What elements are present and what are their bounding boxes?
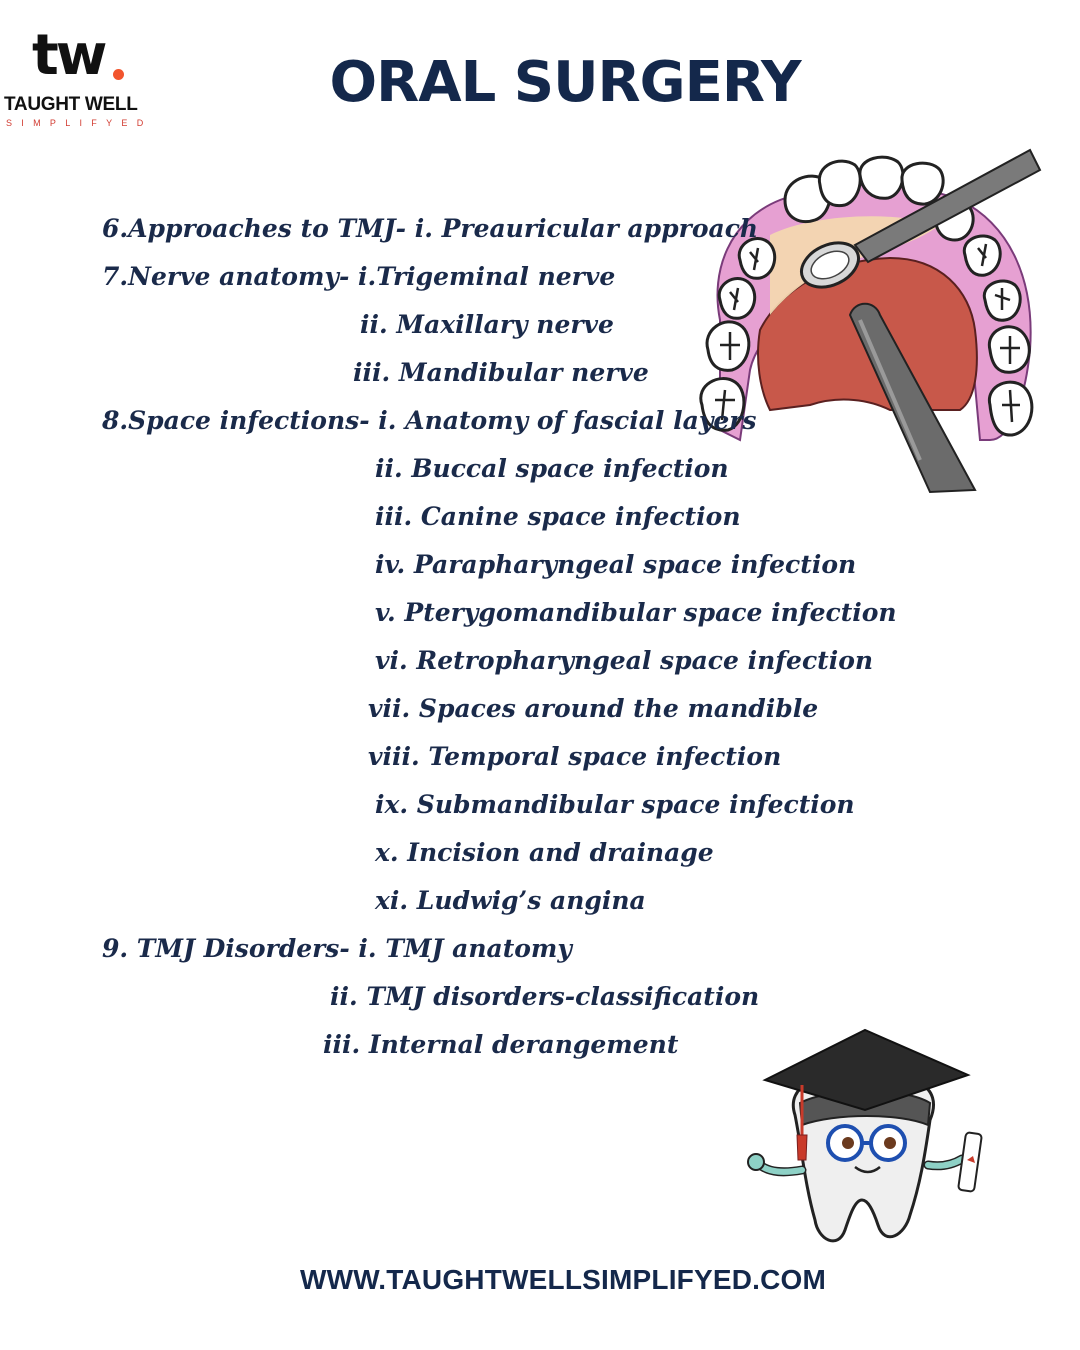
subtopic-line: viii. Temporal space infection	[368, 742, 782, 771]
topic-line-6: 6.Approaches to TMJ- i. Preauricular approach	[102, 214, 759, 243]
subtopic-line: ii. Maxillary nerve	[360, 310, 614, 339]
subtopic-line: v. Pterygomandibular space infection	[375, 598, 897, 627]
subtopic-line: xi. Ludwig’s angina	[375, 886, 646, 915]
subtopic-line: iii. Internal derangement	[323, 1030, 679, 1059]
subtopic-line: vi. Retropharyngeal space infection	[375, 646, 874, 675]
dental-arch-illustration	[690, 140, 1050, 500]
logo-name: TAUGHT WELL	[4, 94, 138, 115]
topic-line-9: 9. TMJ Disorders- i. TMJ anatomy	[102, 934, 572, 963]
topic-line-8: 8.Space infections- i. Anatomy of fascial layers	[102, 406, 757, 435]
logo-tagline: SIMPLIFYED	[6, 118, 153, 128]
website-url: WWW.TAUGHTWELLSIMPLIFYED.COM	[299, 1264, 827, 1295]
subtopic-line: x. Incision and drainage	[375, 838, 714, 867]
subtopic-line: ix. Submandibular space infection	[375, 790, 855, 819]
logo-mark: tw	[32, 23, 105, 88]
subtopic-line: iii. Mandibular nerve	[353, 358, 649, 387]
topic-line-7: 7.Nerve anatomy- i.Trigeminal nerve	[102, 262, 616, 291]
subtopic-line: vii. Spaces around the mandible	[368, 694, 819, 723]
page-title: ORAL SURGERY	[329, 50, 801, 115]
subtopic-line: iv. Parapharyngeal space infection	[375, 550, 857, 579]
graduate-tooth-mascot	[740, 1025, 1000, 1255]
subtopic-line: ii. TMJ disorders-classification	[330, 982, 760, 1011]
subtopic-line: iii. Canine space infection	[375, 502, 741, 531]
brand-logo	[4, 23, 154, 128]
subtopic-line: ii. Buccal space infection	[375, 454, 729, 483]
logo-dot	[113, 69, 124, 80]
